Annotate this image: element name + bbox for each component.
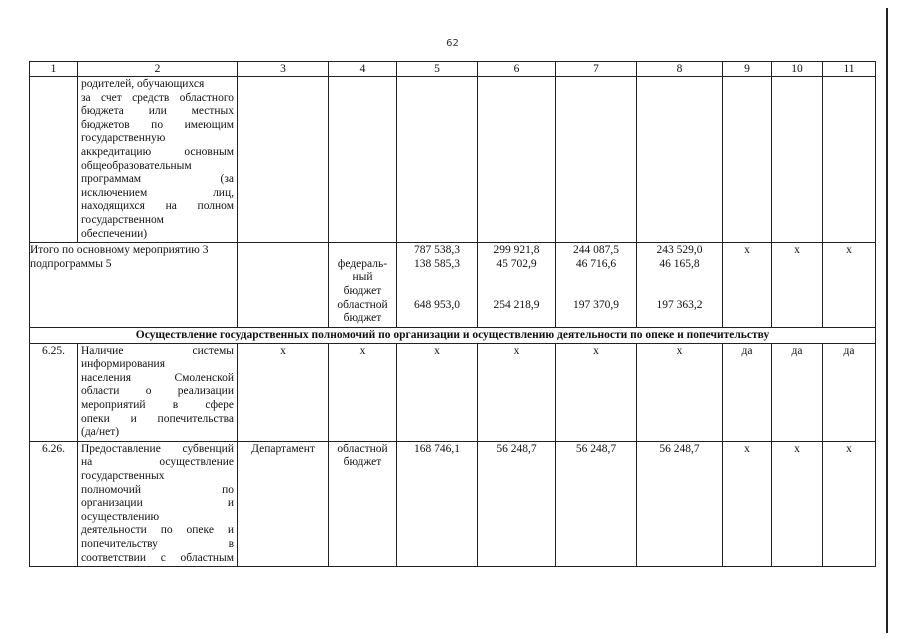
text-line: государственном [81,213,164,226]
cell-total-label [30,243,238,328]
cell-col6 [478,243,556,328]
cell-col5: х [397,343,478,441]
cell-col11 [823,77,876,243]
text-line: осуществлению [81,510,160,523]
text-line: соответствии с областным [81,551,234,564]
header-cell: 3 [238,62,329,77]
text-line: бюджет [343,456,382,469]
text-line: программам (за [81,173,234,186]
cell-col11: х [823,441,876,566]
cell-col8: х [637,343,723,441]
cell-col6 [478,77,556,243]
table-row-continuation [30,77,876,243]
text-line: подпрограммы 5 [30,257,112,270]
cell-funding-source [329,243,397,328]
header-cell: 1 [30,62,78,77]
text-line: находящихся на полном [81,200,234,213]
cell-col5: 168 746,1 [397,441,478,566]
cell-col10: да [772,343,823,441]
cell-col7 [556,77,637,243]
cell-col6: х [478,343,556,441]
cell-col7: 56 248,7 [556,441,637,566]
text-line: государственную [81,132,166,145]
page-edge-line [886,8,888,633]
header-cell: 7 [556,62,637,77]
text-line: областной [337,298,388,311]
text-line: (да/нет) [81,426,120,439]
value-regional: 197 370,9 [573,298,619,311]
cell-col3: х [238,343,329,441]
header-cell: 6 [478,62,556,77]
cell-description [78,77,238,243]
value-total: 243 529,0 [656,244,703,257]
text-line: организации и [81,497,234,510]
text-line: деятельности по опеке и [81,524,234,537]
text-line: на осуществление [81,456,234,469]
header-cell: 8 [637,62,723,77]
table-row-6-25 [30,343,876,441]
budget-table [29,61,876,567]
value-federal: 46 716,6 [575,257,617,270]
text-line: бюджет [343,284,382,297]
header-cell: 10 [772,62,823,77]
cell-col11: х [823,243,876,328]
value-regional: 254 218,9 [493,298,540,311]
value-federal: 46 165,8 [659,257,700,270]
cell-col10: х [772,441,823,566]
cell-col7: х [556,343,637,441]
cell-col8 [637,243,723,328]
value-total: 299 921,8 [493,244,540,257]
text-line: Наличие системы [81,344,234,357]
text-line: федераль- [337,257,388,270]
text-line: бюджета или местных [81,105,234,118]
cell-col4 [329,77,397,243]
cell-col8: 56 248,7 [637,441,723,566]
header-cell: 9 [723,62,772,77]
header-cell: 11 [823,62,876,77]
cell-col4: х [329,343,397,441]
text-line: за счет средств областного [81,91,234,104]
header-cell: 2 [78,62,238,77]
cell-description [78,343,238,441]
section-row [30,327,876,343]
page-number: 62 [446,38,459,49]
text-line: обеспечении) [81,227,148,240]
text-line: населения Смоленской [81,371,234,384]
cell-col9: х [723,441,772,566]
text-line: исключением лиц, [81,186,234,199]
text-line: попечительству в [81,538,234,550]
text-line: мероприятий в сфере [81,399,234,412]
value-regional: 197 363,2 [656,298,703,311]
cell-col3 [238,77,329,243]
text-line: ный [352,271,373,284]
cell-col8 [637,77,723,243]
cell-col9: да [723,343,772,441]
cell-num [30,77,78,243]
value-federal: 138 585,3 [414,257,460,270]
cell-num: 6.26. [30,441,78,566]
text-line: аккредитацию основным [81,145,234,158]
value-regional: 648 953,0 [414,298,460,311]
text-line: полномочий по [81,483,234,496]
value-total: 244 087,5 [573,244,619,257]
table-row-total [30,243,876,328]
header-cell: 5 [397,62,478,77]
text-line: общеобразовательным [81,159,192,172]
cell-col7 [556,243,637,328]
cell-funding-source [329,441,397,566]
text-line: информирования [81,358,165,371]
text-line: опеки и попечительства [81,412,234,425]
text-line: родителей, обучающихся [81,78,205,90]
cell-col11: да [823,343,876,441]
text-line: бюджет [343,312,382,325]
cell-col9: х [723,243,772,328]
text-line: областной [337,442,388,455]
text-line: государственных [81,470,165,483]
cell-col9 [723,77,772,243]
text-line: бюджетов по имеющим [81,118,234,131]
header-row [30,62,876,77]
cell-col5 [397,77,478,243]
value-federal: 45 702,9 [496,257,537,270]
cell-num: 6.25. [30,343,78,441]
section-title: Осуществление государственных полномочий по организации и осуществлению деятельности по опеке и попечительству [30,327,876,343]
header-cell: 4 [329,62,397,77]
cell-col10: х [772,243,823,328]
table-row-6-26 [30,441,876,566]
text-line: области о реализации [81,385,234,398]
text-line: Итого по основному мероприятию 3 [30,244,209,257]
cell-col10 [772,77,823,243]
value-total: 787 538,3 [414,244,460,257]
cell-col3: Департамент [238,441,329,566]
cell-description [78,441,238,566]
text-line: Предоставление субвенций [81,442,234,455]
cell-col3 [238,243,329,328]
cell-col6: 56 248,7 [478,441,556,566]
cell-col5 [397,243,478,328]
